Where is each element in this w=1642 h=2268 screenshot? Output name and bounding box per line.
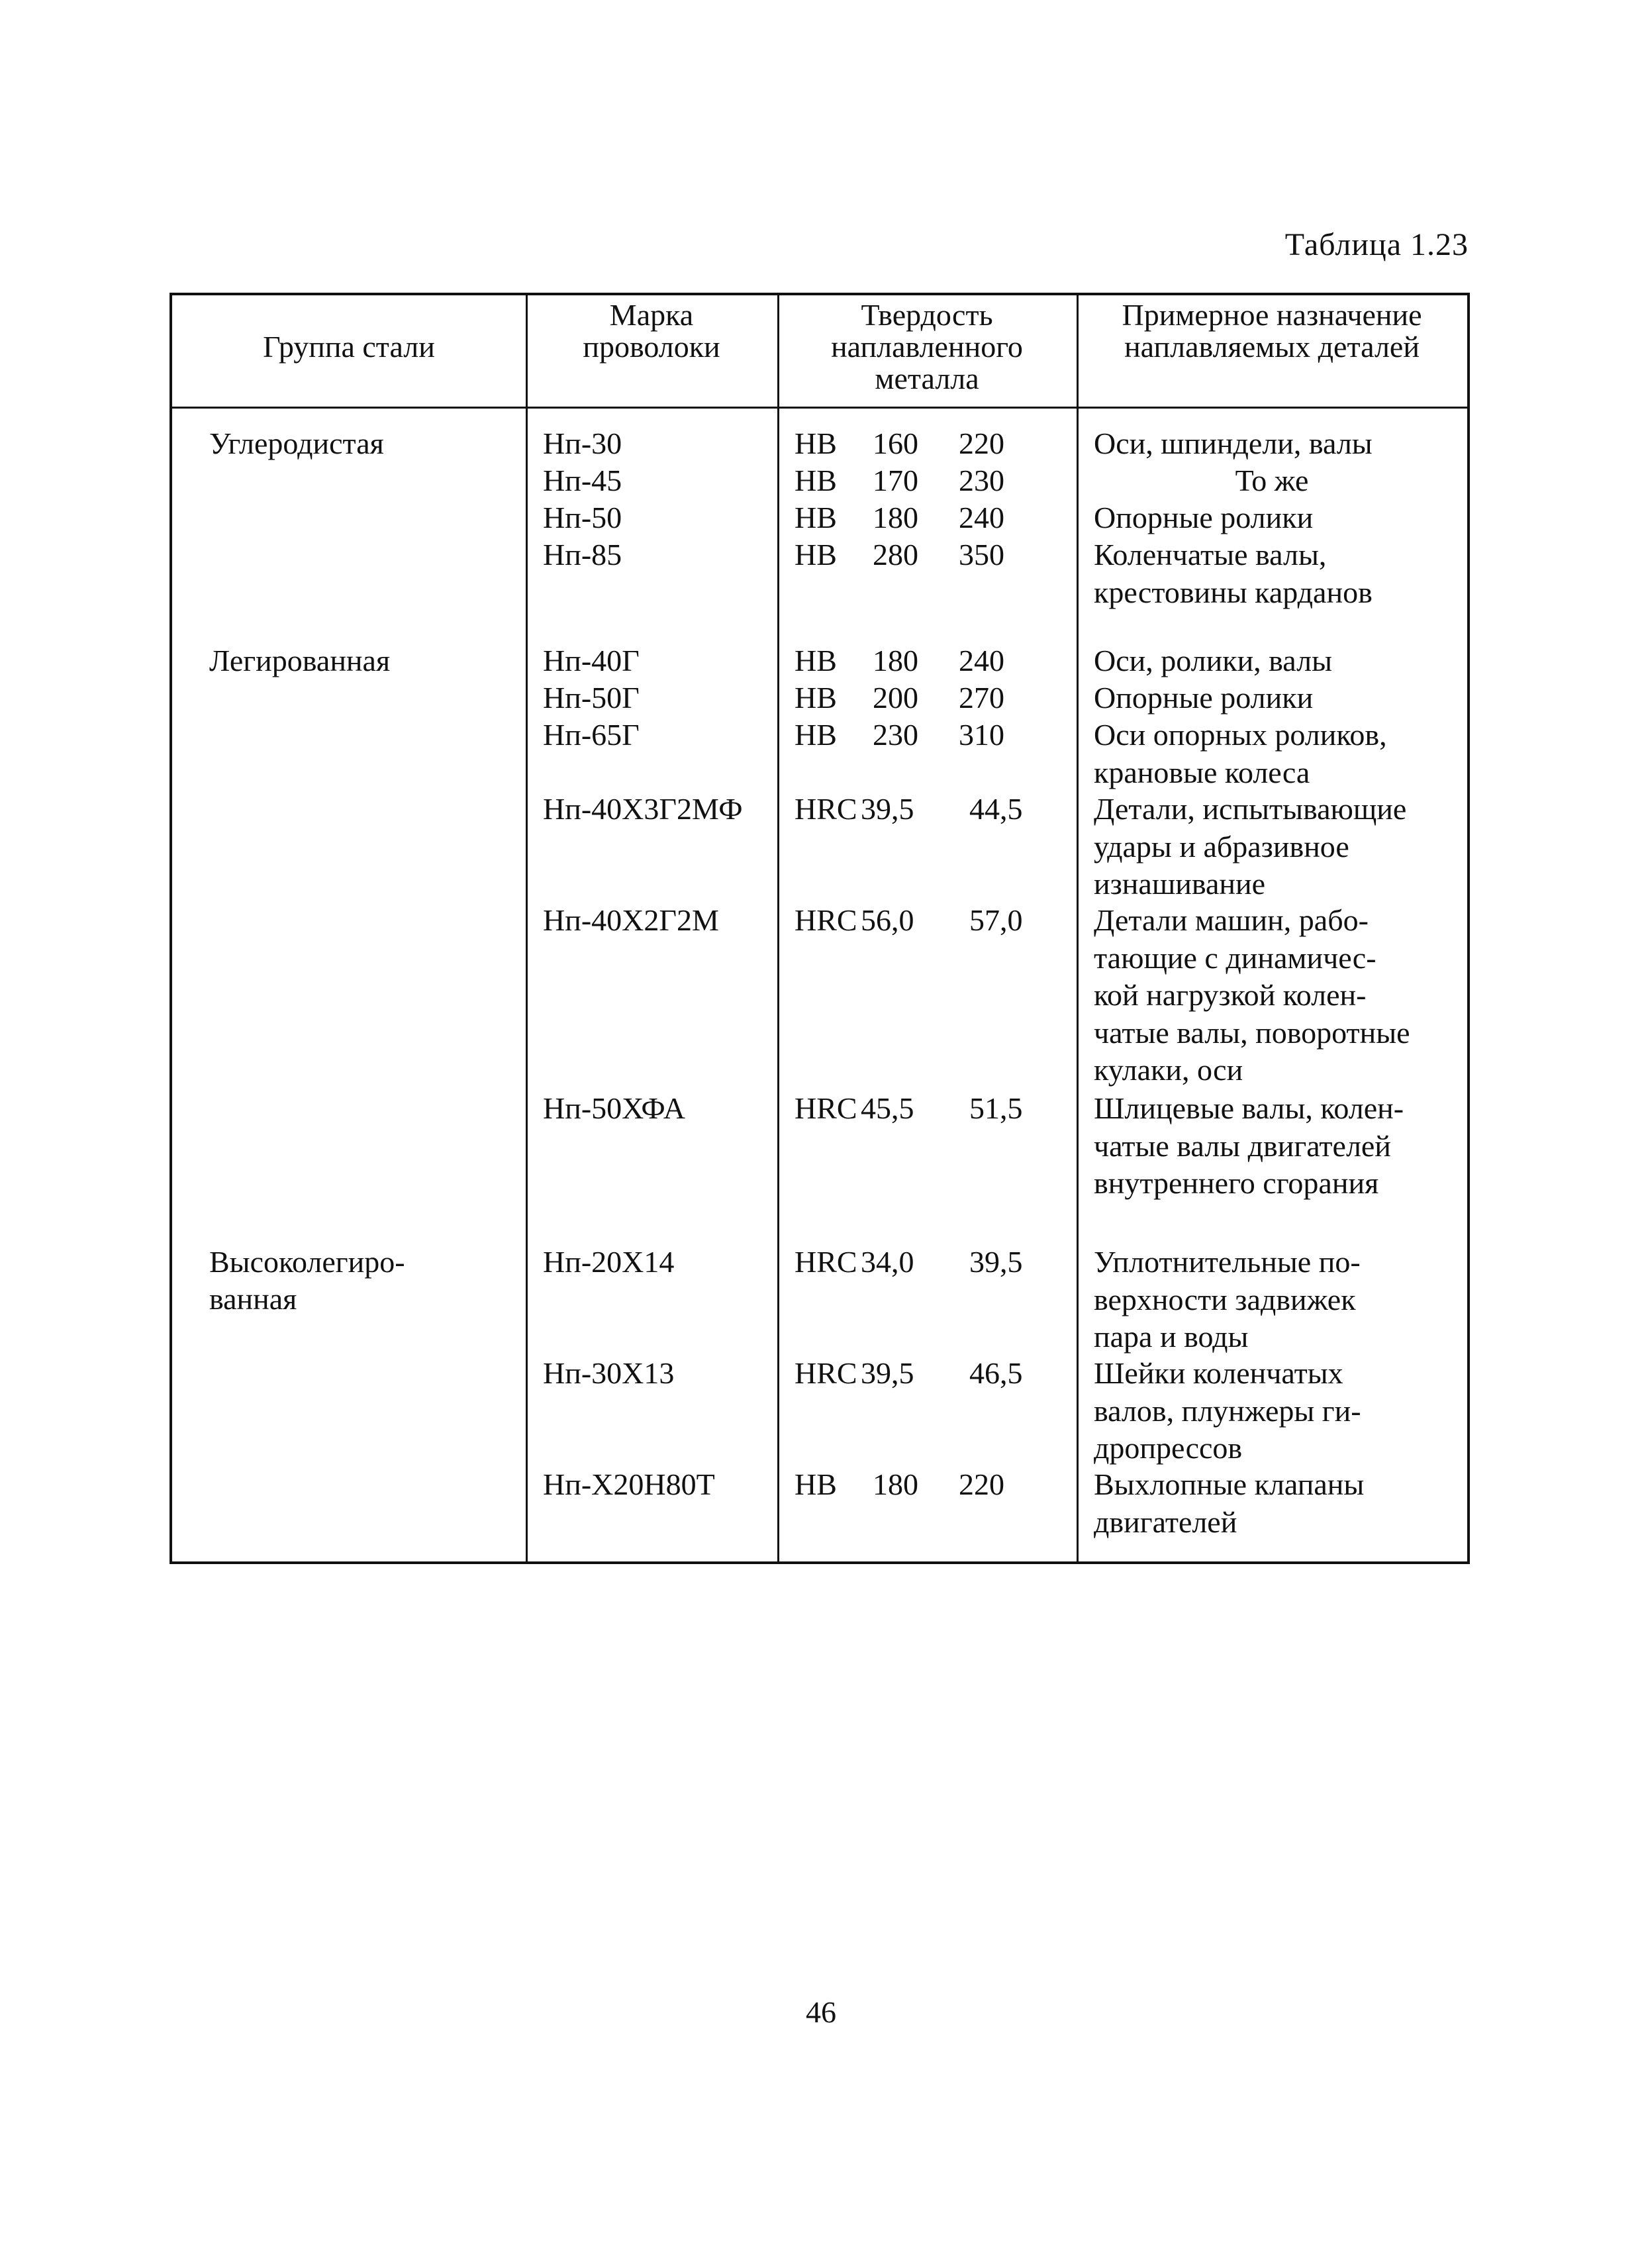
purpose-line: изнашивание (1094, 867, 1266, 901)
group-alloyed: Легированная (209, 644, 391, 677)
purpose-line: То же (1235, 464, 1309, 497)
purpose-line: дропрессов (1094, 1431, 1243, 1465)
hardness-min: 180 (873, 501, 918, 534)
hardness-min: 34,0 (861, 1245, 914, 1279)
hardness-min: 200 (873, 681, 918, 715)
hardness-scale: HB (795, 501, 837, 534)
purpose-line: валов, плунжеры ги- (1094, 1393, 1361, 1428)
header-divider (172, 407, 1467, 409)
header-purpose-line2: наплавляемых деталей (1124, 330, 1420, 364)
hardness-scale: HRC (795, 903, 857, 937)
purpose-line: Шлицевые валы, колен- (1094, 1091, 1404, 1125)
purpose-line: кулаки, оси (1094, 1053, 1243, 1087)
purpose-line: внутреннего сгорания (1094, 1166, 1379, 1200)
hardness-min: 39,5 (861, 792, 914, 826)
hardness-max: 51,5 (969, 1091, 1023, 1125)
header-wire-line1: Марка (609, 298, 694, 332)
purpose-line: кой нагрузкой колен- (1094, 978, 1367, 1012)
purpose-line: чатые валы, поворотные (1094, 1015, 1410, 1050)
header-group: Группа стали (263, 330, 435, 364)
hardness-max: 220 (959, 1467, 1004, 1501)
wire-grade: Нп-50ХФА (543, 1091, 685, 1125)
steel-wire-table (169, 293, 1470, 1564)
hardness-max: 44,5 (969, 792, 1023, 826)
purpose-line: Опорные ролики (1094, 501, 1314, 534)
hardness-min: 56,0 (861, 903, 914, 937)
wire-grade: Нп-65Г (543, 718, 640, 752)
hardness-max: 46,5 (969, 1356, 1023, 1390)
hardness-max: 240 (959, 501, 1004, 534)
purpose-line: удары и абразивное (1094, 829, 1349, 863)
hardness-scale: HRC (795, 792, 857, 826)
column-divider (526, 295, 528, 1561)
group-high-alloyed-line1: Высоколегиро- (209, 1245, 405, 1279)
hardness-scale: HB (795, 426, 837, 460)
wire-grade: Нп-50 (543, 501, 622, 534)
hardness-min: 230 (873, 718, 918, 752)
purpose-line: Выхлопные клапаны (1094, 1467, 1365, 1501)
hardness-min: 39,5 (861, 1356, 914, 1390)
group-high-alloyed-line2: ванная (209, 1282, 297, 1316)
table-caption: Таблица 1.23 (1284, 227, 1469, 262)
wire-grade: Нп-50Г (543, 681, 640, 715)
hardness-min: 180 (873, 644, 918, 677)
purpose-line: Детали, испытывающие (1094, 792, 1407, 826)
hardness-max: 57,0 (969, 903, 1023, 937)
hardness-min: 170 (873, 464, 918, 497)
purpose-line: Опорные ролики (1094, 681, 1314, 715)
header-purpose-line1: Примерное назначение (1122, 298, 1422, 332)
header-hardness-line3: металла (875, 362, 979, 395)
purpose-line: Уплотнительные по- (1094, 1245, 1361, 1279)
purpose-line: Оси опорных роликов, (1094, 718, 1387, 752)
purpose-line: верхности задвижек (1094, 1282, 1356, 1316)
purpose-line: тающие с динамичес- (1094, 940, 1376, 975)
hardness-max: 230 (959, 464, 1004, 497)
page-number: 46 (806, 1995, 836, 2029)
wire-grade: Нп-30 (543, 426, 622, 460)
hardness-max: 350 (959, 538, 1004, 571)
purpose-line: чатые валы двигателей (1094, 1128, 1391, 1163)
wire-grade: Нп-40Х3Г2МФ (543, 792, 743, 826)
purpose-line: крестовины карданов (1094, 575, 1373, 609)
hardness-min: 160 (873, 426, 918, 460)
group-carbon: Углеродистая (209, 426, 384, 460)
header-wire-line2: проволоки (583, 330, 720, 364)
hardness-min: 180 (873, 1467, 918, 1501)
hardness-max: 270 (959, 681, 1004, 715)
header-hardness-line1: Твердость (861, 298, 993, 332)
hardness-max: 310 (959, 718, 1004, 752)
hardness-max: 240 (959, 644, 1004, 677)
hardness-scale: HRC (795, 1091, 857, 1125)
hardness-scale: HB (795, 464, 837, 497)
purpose-line: крановые колеса (1094, 755, 1310, 789)
purpose-line: Шейки коленчатых (1094, 1356, 1343, 1390)
hardness-scale: HB (795, 644, 837, 677)
purpose-line: Оси, шпиндели, валы (1094, 426, 1373, 460)
wire-grade: Нп-Х20Н80Т (543, 1467, 715, 1501)
header-hardness-line2: наплавленного (831, 330, 1023, 364)
wire-grade: Нп-40Х2Г2М (543, 903, 719, 937)
purpose-line: пара и воды (1094, 1320, 1249, 1354)
wire-grade: Нп-20Х14 (543, 1245, 675, 1279)
hardness-scale: HB (795, 538, 837, 571)
wire-grade: Нп-45 (543, 464, 622, 497)
purpose-line: Коленчатые валы, (1094, 538, 1327, 571)
hardness-scale: HB (795, 718, 837, 752)
column-divider (777, 295, 779, 1561)
wire-grade: Нп-40Г (543, 644, 640, 677)
hardness-max: 220 (959, 426, 1004, 460)
hardness-min: 45,5 (861, 1091, 914, 1125)
hardness-scale: HB (795, 1467, 837, 1501)
purpose-line: Детали машин, рабо- (1094, 903, 1369, 937)
wire-grade: Нп-85 (543, 538, 622, 571)
hardness-scale: HRC (795, 1245, 857, 1279)
hardness-max: 39,5 (969, 1245, 1023, 1279)
wire-grade: Нп-30Х13 (543, 1356, 675, 1390)
purpose-line: двигателей (1094, 1504, 1237, 1539)
purpose-line: Оси, ролики, валы (1094, 644, 1332, 677)
hardness-min: 280 (873, 538, 918, 571)
hardness-scale: HRC (795, 1356, 857, 1390)
hardness-scale: HB (795, 681, 837, 715)
